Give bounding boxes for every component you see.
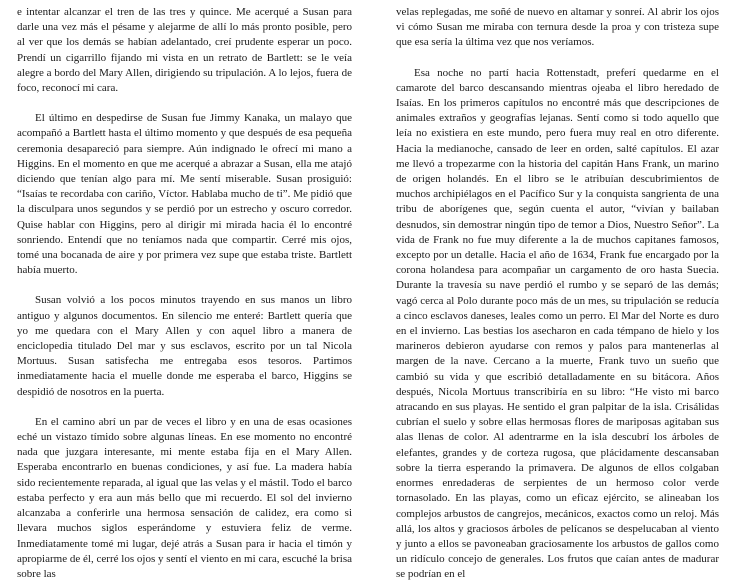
left-page: [0, 0, 367, 580]
paragraph-gap: [17, 278, 352, 293]
paragraph: velas replegadas, me soñé de nuevo en altamar y sonreí. Al abrir los ojos vi cómo Susan me miraba con ternura desde la proa y con tristeza supe que esa sería la última vez que nos veríamos.: [396, 6, 719, 49]
paragraph: El último en despedirse de Susan fue Jimmy Kanaka, un malayo que acompañó a Bartlett hasta el último momento y que después de esa pequeña ceremonia desapareció para siempre. Aún indignado le ofrecí mi mano a Higgins. En el momento en que me acerqué a abrazar a Susan, ella me atajó diciendo que tenían algo para mí. Me sentí miserable. Susan prosiguió: “Isaías te recordaba con cariño, Víctor. Hablaba mucho de ti”. Me pidió que la disculpara unos segundos y se perdió por un estrecho y oscuro corredor. Quise hablar con Higgins, pero al dirigir mi mirada hacia él lo encontré sonriendo. Entendí que no teníamos nada que compartir. Cerré mis ojos, tomé una bocanada de aire y por primera vez supe que estaba triste. Bartlett había muerto.: [17, 112, 352, 277]
paragraph: Esa noche no partí hacia Rottenstadt, preferí quedarme en el camarote del barco descansando mientras ojeaba el libro heredado de Isaías. En los primeros capítulos no encontré más que descripciones de animales extraños y geografías lejanas. Sentí como si todo aquello que leía no existiera en este mundo, pero fuera muy real en otro diferente. Hacia la medianoche, cansado de leer en orden, salté capítulos. El azar me llevó a tropezarme con la historia del capitán Hans Frank, un marino de origen holandés. En el libro se le atribuían descubrimientos de muchos archipiélagos en el Pacífico Sur y la conquista sangrienta de una tribu de aborígenes que, según cuenta el autor, “vivían y bailaban desnudos, sin demostrar ningún tipo de temor a Dios, Nuestro Señor”. La vida de Frank no fue muy diferente a la de muchos capitanes famosos, excepto por un detalle. Hacia el año de 1634, Frank fue encargado por la corona holandesa para acompañar un cargamento de oro hasta Suecia. Durante la travesía su nave perdió el rumbo y se separó de las demás; vagó cerca al Polo durante poco más de un mes, su tripulación se reducía a cinco esclavos daneses, leales como un perro. El Mar del Norte es duro en el invierno. Las bestias los asecharon en cada témpano de hielo y los marineros debieron ayudarse con remos y palos para mantenerlas al margen de la nave. Cercano a la muerte, Frank tuvo un sueño que cambió su vida y que escribió detalladamente en su bitácora. Años después, Nicola Mortuus transcribiría en su libro: “He visto mi barco atracando en sus playas. He sentido el gran palpitar de la isla. Crisálidas cubrían el suelo y sobre ellas hermosas flores de mariposas agitaban sus alas llenas de color. Al adentrarme en la isla descubrí los árboles de elefantes, grandes y de corteza rugosa, que plácidamente descansaban sobre la tierra esperando la primavera. De algunos de ellos colgaban enormes enredaderas de serpientes de un hermoso color verde tornasolado. En las playas, como un eficaz ejército, se alineaban los complejos arbustos de cangrejos, mecánicos, exactos como un reloj. Más allá, los altos y graciosos árboles de pelícanos se despelucaban al viento y junto a ellos se pavoneaban graciosamente los arbustos de gallos como un ridículo concejo de generales. Los frutos que caían antes de madurar se podrían en el: [396, 66, 719, 581]
paragraph-gap: [17, 96, 352, 111]
paragraph: En el camino abrí un par de veces el libro y en una de esas ocasiones eché un vistazo tímido sobre algunas líneas. En ese momento no encontré nada que juzgara interesante, mi mente estaba fija en el Mary Allen. Esperaba encontrarlo en buenas condiciones, y así fue. La madera había sido recientemente reparada, al igual que las velas y el mástil. Todo el barco estaba perfecto y era aun más bello que mi recuerdo. El sol del invierno alcanzaba a conferirle una hermosa sensación de calidez, era como si llevara muchos siglos esperándome y estuviera feliz de verme. Inmediatamente tomé mi lugar, dejé atrás a Susan para ir hacia el timón y apropiarme de él, cerré los ojos y sentí el viento en mi cara, escuché la brisa sobre las: [17, 415, 352, 580]
paragraph: Susan volvió a los pocos minutos trayendo en sus manos un libro antiguo y algunos documentos. En silencio me enteré: Bartlett quería que yo me quedara con el Mary Allen y con aquel libro a manera de enciclopedia titulado Del mar y sus esclavos, escrito por un tal Nicola Mortuus. Susan satisfecha me entregaba esos tesoros. Partimos inmediatamente hacia el muelle donde me esperaba el barco, Higgins se despidió de nosotros en la puerta.: [17, 294, 352, 398]
paragraph: e intentar alcanzar el tren de las tres y quince. Me acerqué a Susan para darle una vez más el pésame y alejarme de allí lo más pronto posible, pero al ver que los demás se habían adelantado, creí prudente esperar un poco. Prendí un cigarrillo fijando mi vista en un retrato de Bartlett: se le veía alegre a bordo del Mary Allen, dirigiendo su tripulación. A lo lejos, fuera de foco, reconocí mi cara.: [17, 6, 352, 95]
paragraph-gap: [396, 51, 719, 66]
paragraph-gap: [17, 400, 352, 415]
right-page: [367, 0, 735, 581]
